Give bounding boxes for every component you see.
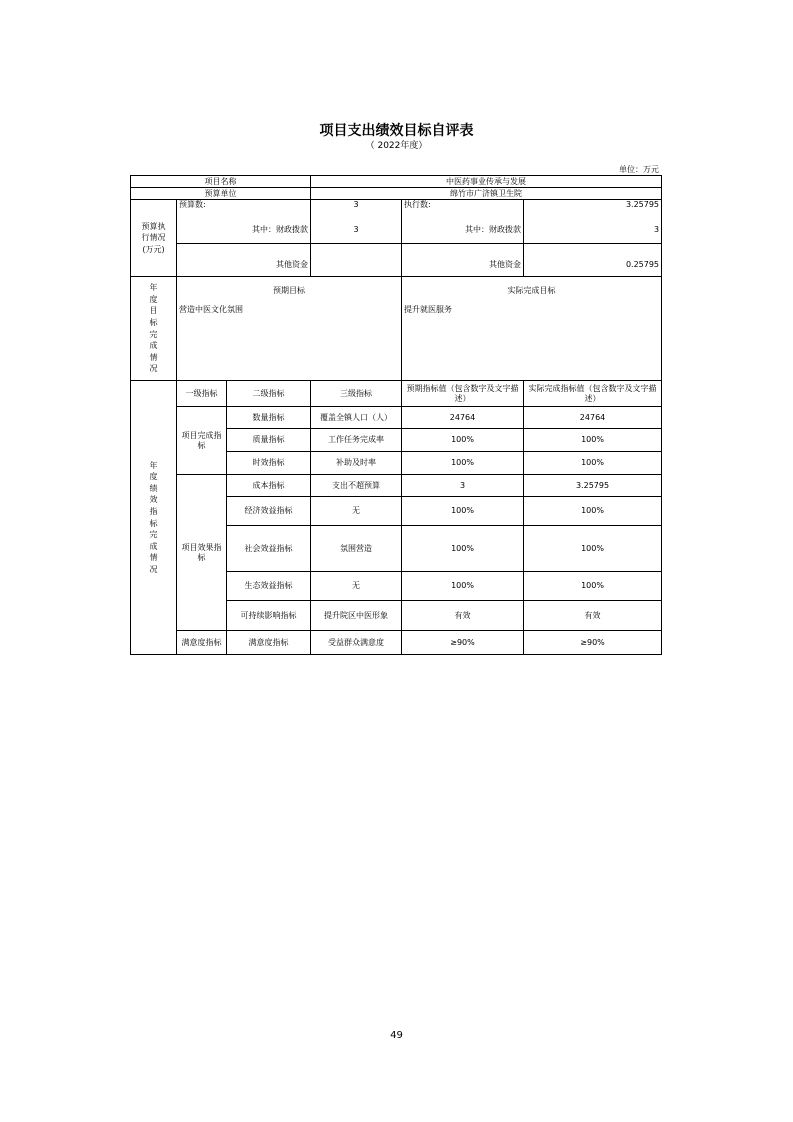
budget-row-fiscal <box>131 218 662 244</box>
row-actual: 有效 <box>524 601 662 631</box>
other-exec-label: 其他资金 <box>402 255 524 277</box>
row-level2: 经济效益指标 <box>227 497 311 526</box>
header-level2: 二级指标 <box>227 381 311 407</box>
budget-row-total <box>131 200 662 218</box>
row-expected: 100% <box>402 526 524 572</box>
row-level3: 无 <box>311 497 402 526</box>
other-label: 其他资金 <box>177 255 311 277</box>
fiscal-exec-label: 其中：财政拨款 <box>402 218 524 244</box>
header-expected: 预期指标值（包含数字及文字描述） <box>402 381 524 407</box>
row-expected: 24764 <box>402 407 524 429</box>
row-expected: ≥90% <box>402 631 524 655</box>
goals-header-row <box>131 277 662 305</box>
row-level2: 数量指标 <box>227 407 311 429</box>
header-level1: 一级指标 <box>177 381 227 407</box>
row-level3: 提升院区中医形象 <box>311 601 402 631</box>
row-level2: 成本指标 <box>227 475 311 497</box>
budget-count-label: 预算数: <box>177 200 311 218</box>
group-effect-label: 项目效果指标 <box>177 475 227 631</box>
row-level2: 可持续影响指标 <box>227 601 311 631</box>
row-expected: 3 <box>402 475 524 497</box>
row-expected: 100% <box>402 429 524 452</box>
row-actual: 100% <box>524 497 662 526</box>
project-name-row <box>131 176 662 188</box>
row-level3: 补助及时率 <box>311 452 402 475</box>
project-name-label: 项目名称 <box>131 176 311 188</box>
budget-unit-value: 绵竹市广济镇卫生院 <box>311 188 662 200</box>
row-level2: 时效指标 <box>227 452 311 475</box>
exec-count-value: 3.25795 <box>524 200 662 218</box>
budget-row-other <box>131 255 662 277</box>
row-level3: 受益群众满意度 <box>311 631 402 655</box>
row-level2: 质量指标 <box>227 429 311 452</box>
budget-unit-label: 预算单位 <box>131 188 311 200</box>
row-actual: 24764 <box>524 407 662 429</box>
row-level2: 满意度指标 <box>227 631 311 655</box>
fiscal-budget-value: 3 <box>311 218 402 244</box>
table-row <box>131 475 662 497</box>
fiscal-label: 其中：财政拨款 <box>177 218 311 244</box>
row-expected: 100% <box>402 572 524 601</box>
indicators-section-text: 年度绩效指标完成情况 <box>149 460 158 574</box>
row-expected: 有效 <box>402 601 524 631</box>
row-level3: 无 <box>311 572 402 601</box>
budget-count-value: 3 <box>311 200 402 218</box>
row-actual: 100% <box>524 429 662 452</box>
goals-section-label <box>131 277 177 381</box>
other-budget-value <box>311 255 402 277</box>
row-level3: 覆盖全镇人口（人） <box>311 407 402 429</box>
expected-goal-text: 营造中医文化氛围 <box>177 305 402 381</box>
actual-goal-header: 实际完成目标 <box>402 277 662 305</box>
actual-goal-text: 提升就医服务 <box>402 305 662 381</box>
budget-unit-row <box>131 188 662 200</box>
row-level2: 社会效益指标 <box>227 526 311 572</box>
row-level2: 生态效益指标 <box>227 572 311 601</box>
row-actual: 3.25795 <box>524 475 662 497</box>
budget-section-text: 预算执行情况(万元) <box>141 221 166 254</box>
row-actual: 100% <box>524 572 662 601</box>
row-level3: 支出不超预算 <box>311 475 402 497</box>
row-level3: 氛围营造 <box>311 526 402 572</box>
evaluation-table <box>130 175 662 655</box>
group-completion-label: 项目完成指标 <box>177 407 227 475</box>
goals-content-row <box>131 305 662 381</box>
page-number: 49 <box>390 1030 403 1041</box>
row-level3: 工作任务完成率 <box>311 429 402 452</box>
goals-section-text: 年度目标完成情况 <box>149 283 158 374</box>
row-actual: ≥90% <box>524 631 662 655</box>
page-title: 项目支出绩效目标自评表 <box>319 123 474 139</box>
header-level3: 三级指标 <box>311 381 402 407</box>
page-subtitle: （ 2022年度） <box>365 141 428 151</box>
fiscal-exec-value: 3 <box>524 218 662 244</box>
project-name-value: 中医药事业传承与发展 <box>311 176 662 188</box>
header-actual: 实际完成指标值（包含数字及文字描述） <box>524 381 662 407</box>
indicator-header-row <box>131 381 662 407</box>
unit-label: 单位：万元 <box>619 165 659 174</box>
row-actual: 100% <box>524 452 662 475</box>
table-row <box>131 407 662 429</box>
budget-row-spacer <box>131 244 662 255</box>
budget-section-label <box>131 200 177 277</box>
other-exec-value: 0.25795 <box>524 255 662 277</box>
row-expected: 100% <box>402 497 524 526</box>
indicators-section-label <box>131 381 177 655</box>
expected-goal-header: 预期目标 <box>177 277 402 305</box>
row-actual: 100% <box>524 526 662 572</box>
exec-count-label: 执行数: <box>402 200 524 218</box>
row-expected: 100% <box>402 452 524 475</box>
group-satisfaction-label: 满意度指标 <box>177 631 227 655</box>
table-row <box>131 631 662 655</box>
